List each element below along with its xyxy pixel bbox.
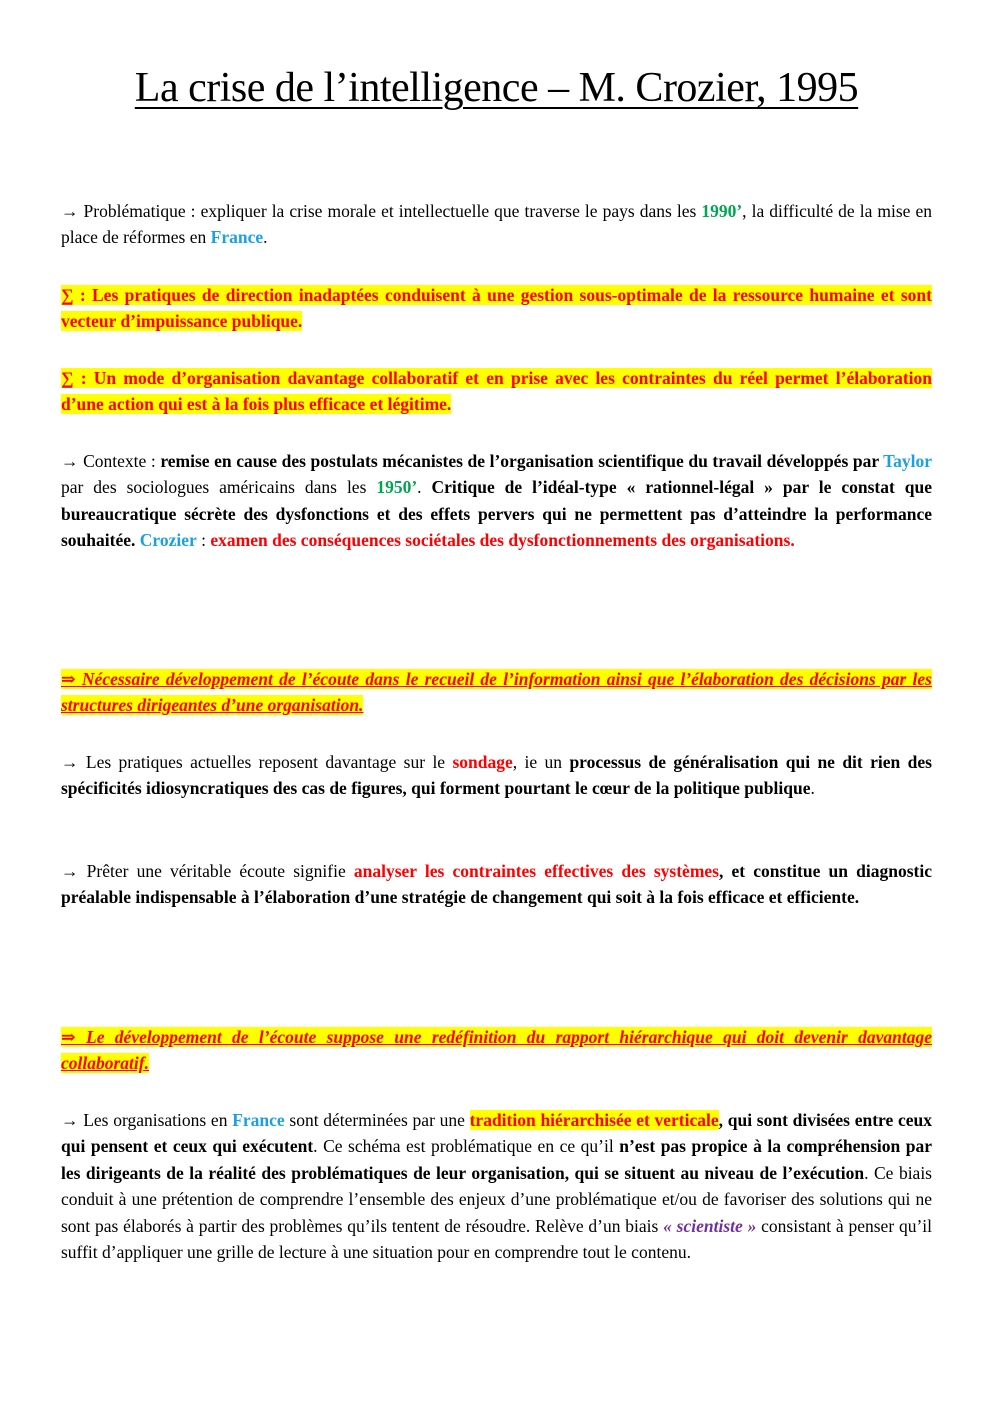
organisations-text-b: sont déterminées par une: [284, 1110, 470, 1130]
organisations-bold-a: , qui sont divisées entre ceux qui pensent et ceux qui exécutent: [61, 1110, 932, 1157]
contexte-bold-b: Critique de l’idéal-type « rationnel-légal » par le constat que bureaucratique sécrète des dysfonctions et des effets pervers qui ne permettent pas d’atteindre la performance souhaitée.: [61, 477, 932, 551]
conclusion-1: [61, 666, 932, 719]
decade-1990: 1990’: [701, 201, 743, 221]
decade-1950: 1950’: [376, 477, 418, 498]
contexte-text-b: par des sociologues américains dans les: [61, 477, 377, 498]
author-taylor: Taylor: [883, 451, 933, 471]
scientiste-term: « scientiste »: [663, 1215, 757, 1236]
tradition-highlight: tradition hiérarchisée et verticale: [469, 1110, 719, 1130]
problematique-paragraph: [61, 198, 932, 251]
problematique-text-b: , la difficulté de la mise en place de réformes en: [61, 201, 932, 248]
organisations-paragraph: [61, 1107, 932, 1265]
organisations-bold-b: n’est pas propice à la compréhension par les dirigeants de la réalité des problématiques de leur organisation, qui se situent au niveau de l’exécution: [61, 1136, 933, 1183]
country-france: France: [232, 1110, 285, 1130]
author-crozier: Crozier: [139, 530, 197, 551]
contexte-red-text: examen des conséquences sociétales des dysfonctionnements des organisations.: [210, 530, 795, 551]
colon: :: [196, 530, 211, 551]
sigma-thesis-2-text: : Un mode d’organisation davantage collaboratif et en prise avec les contraintes du réel permet l’élaboration d’une action qui est à la fois plus efficace et légitime.: [61, 368, 932, 415]
pratiques-bold: processus de généralisation qui ne dit rien des spécificités idiosyncratiques des cas de figures, qui forment pourtant le cœur de la politique publique: [61, 752, 932, 799]
contexte-paragraph: [61, 448, 932, 554]
organisations-text-d: . Ce biais conduit à une prétention de comprendre l’ensemble des enjeux d’une problématique et/ou de favoriser des solutions qui ne sont pas élaborés à partir des problèmes qu’ils tentent de résoudre. Relève d’un biais: [61, 1162, 932, 1236]
contexte-bold-a: remise en cause des postulats mécanistes de l’organisation scientifique du travail développés par: [160, 451, 884, 471]
country-france: France: [210, 227, 264, 248]
sigma-thesis-2: [61, 365, 932, 418]
sigma-thesis-1-text: : Les pratiques de direction inadaptées conduisent à une gestion sous-optimale de la ressource humaine et sont vecteur d’impuissance publique.: [61, 285, 932, 332]
implies-icon: ⇒: [61, 1027, 76, 1047]
conclusion-2: [61, 1024, 932, 1077]
arrow-icon: →: [61, 451, 79, 471]
ecoute-paragraph: [61, 858, 932, 911]
contexte-text-c: .: [417, 477, 432, 498]
implies-icon: ⇒: [61, 669, 76, 689]
conclusion-1-text: Nécessaire développement de l’écoute dans le recueil de l’information ainsi que l’élaboration des décisions par les structures dirigeantes d’une organisation.: [61, 669, 932, 716]
sigma-thesis-1: [61, 282, 932, 335]
organisations-text-a: Les organisations en: [78, 1110, 233, 1130]
contexte-label: Contexte :: [78, 451, 161, 471]
period: .: [810, 778, 815, 799]
ecoute-red-bold: analyser les contraintes effectives des systèmes: [353, 861, 719, 881]
organisations-text-c: . Ce schéma est problématique en ce qu’il: [313, 1136, 620, 1157]
sigma-icon: ∑: [61, 368, 74, 388]
arrow-icon: →: [61, 201, 79, 221]
sondage-term: sondage: [452, 752, 513, 772]
sigma-icon: ∑: [61, 285, 74, 305]
problematique-text: Problématique : expliquer la crise morale et intellectuelle que traverse le pays dans les: [78, 201, 702, 221]
pratiques-paragraph: [61, 749, 932, 802]
organisations-text-e: consistant à penser qu’il suffit d’appliquer une grille de lecture à une situation pour en comprendre tout le contenu.: [61, 1215, 932, 1263]
pratiques-text-b: , ie un: [512, 752, 570, 772]
arrow-icon: →: [61, 752, 79, 772]
conclusion-2-text: Le développement de l’écoute suppose une redéfinition du rapport hiérarchique qui doit devenir davantage collaboratif.: [61, 1027, 932, 1074]
ecoute-bold: , et constitue un diagnostic préalable indispensable à l’élaboration d’une stratégie de changement qui soit à la fois efficace et efficiente.: [61, 861, 932, 908]
pratiques-text-a: Les pratiques actuelles reposent davantage sur le: [78, 752, 453, 772]
page-title: La crise de l’intelligence – M. Crozier, 1995: [134, 65, 859, 111]
arrow-icon: →: [61, 861, 79, 881]
ecoute-text-a: Prêter une véritable écoute signifie: [78, 861, 354, 881]
period: .: [263, 227, 268, 248]
arrow-icon: →: [61, 1110, 79, 1130]
